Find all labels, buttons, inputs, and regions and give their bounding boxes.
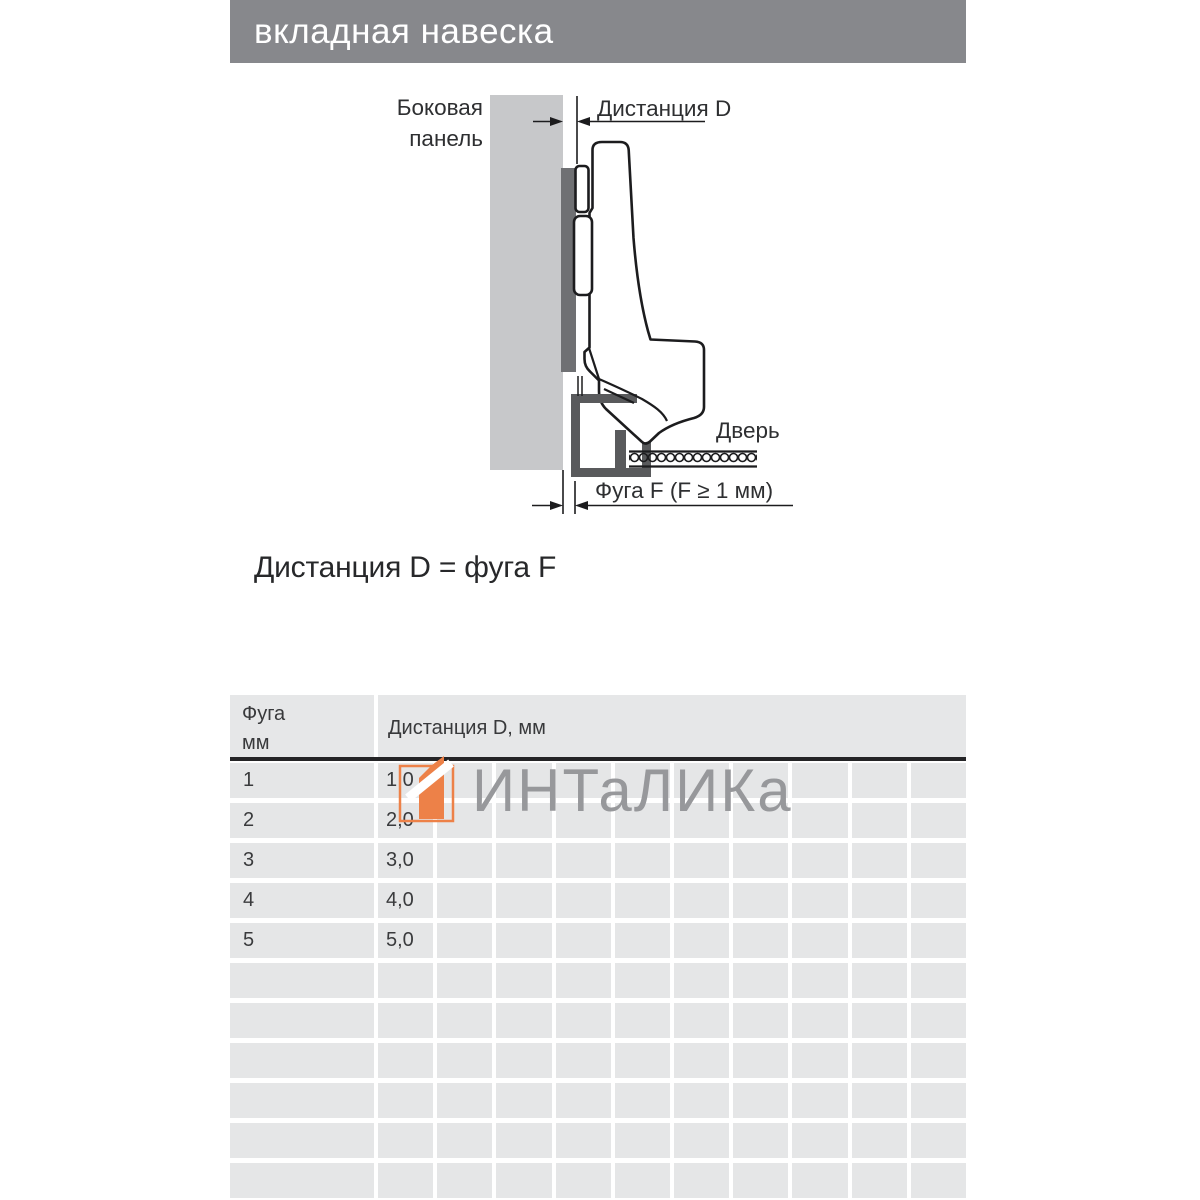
caption: Дистанция D = фуга F bbox=[254, 551, 557, 584]
table-cell bbox=[674, 1163, 733, 1198]
table-cell bbox=[852, 1003, 911, 1038]
table-cell bbox=[556, 1163, 615, 1198]
table-cell bbox=[852, 763, 911, 798]
table-cell bbox=[674, 1123, 733, 1158]
table-body bbox=[230, 763, 966, 1198]
hinge-diagram bbox=[350, 80, 990, 540]
table-row bbox=[230, 1043, 966, 1078]
table-cell-distance: 5,0 bbox=[378, 923, 437, 958]
table-cell bbox=[852, 923, 911, 958]
table-cell bbox=[792, 1163, 851, 1198]
table-cell-gap bbox=[230, 1003, 378, 1038]
table-cell bbox=[911, 803, 966, 838]
table-cell bbox=[556, 963, 615, 998]
table-cell bbox=[496, 843, 555, 878]
table-cell bbox=[792, 1083, 851, 1118]
table-cell bbox=[733, 883, 792, 918]
table-cell bbox=[911, 1123, 966, 1158]
table-cell bbox=[615, 843, 674, 878]
gap-header-line1: Фуга bbox=[242, 703, 286, 725]
watermark bbox=[396, 752, 793, 826]
table-cell-distance: 4,0 bbox=[378, 883, 437, 918]
table-cell bbox=[496, 1123, 555, 1158]
table-cell-gap: 2 bbox=[230, 803, 378, 838]
table-cell bbox=[496, 1163, 555, 1198]
table-cell bbox=[852, 843, 911, 878]
table-cell bbox=[615, 963, 674, 998]
table-cell bbox=[911, 843, 966, 878]
table-cell bbox=[674, 883, 733, 918]
table-cell bbox=[792, 923, 851, 958]
table-cell-distance bbox=[378, 963, 437, 998]
table-cell-gap: 4 bbox=[230, 883, 378, 918]
table-cell bbox=[437, 1083, 496, 1118]
table-cell bbox=[792, 1043, 851, 1078]
table-cell bbox=[556, 883, 615, 918]
table-cell-distance bbox=[378, 1043, 437, 1078]
table-cell bbox=[615, 1003, 674, 1038]
table-row bbox=[230, 963, 966, 998]
gap-label: Фуга F (F ≥ 1 мм) bbox=[595, 478, 774, 503]
table-cell-gap bbox=[230, 1043, 378, 1078]
table-cell bbox=[674, 1083, 733, 1118]
table-cell bbox=[556, 1043, 615, 1078]
table-cell-gap bbox=[230, 1163, 378, 1198]
table-cell bbox=[792, 763, 851, 798]
side-panel-label-line1: Боковая bbox=[396, 95, 483, 120]
table-cell bbox=[733, 923, 792, 958]
table-cell bbox=[437, 843, 496, 878]
distance-label: Дистанция D bbox=[597, 96, 732, 121]
table-cell bbox=[792, 803, 851, 838]
table-cell bbox=[852, 883, 911, 918]
table-row bbox=[230, 883, 966, 918]
table-cell bbox=[792, 1123, 851, 1158]
table-cell-distance bbox=[378, 1083, 437, 1118]
table-cell bbox=[674, 923, 733, 958]
table-cell bbox=[496, 963, 555, 998]
table-cell bbox=[674, 963, 733, 998]
table-cell-gap bbox=[230, 963, 378, 998]
table-cell bbox=[556, 1083, 615, 1118]
table-header-distance: Дистанция D, мм bbox=[378, 695, 966, 757]
table-cell bbox=[792, 963, 851, 998]
table-cell bbox=[556, 1003, 615, 1038]
table-cell bbox=[852, 1163, 911, 1198]
watermark-text: ИНТаЛИКа bbox=[472, 757, 793, 824]
table-cell-distance bbox=[378, 1003, 437, 1038]
table-cell bbox=[615, 883, 674, 918]
table-cell bbox=[733, 1123, 792, 1158]
table-cell bbox=[911, 1003, 966, 1038]
table-cell bbox=[496, 883, 555, 918]
table-cell bbox=[437, 963, 496, 998]
door-label: Дверь bbox=[716, 418, 780, 443]
table-cell-distance: 3,0 bbox=[378, 843, 437, 878]
table-cell bbox=[852, 803, 911, 838]
table-cell bbox=[437, 883, 496, 918]
table-cell bbox=[792, 883, 851, 918]
table-cell bbox=[852, 1083, 911, 1118]
side-panel-shape bbox=[490, 95, 563, 470]
table-row bbox=[230, 1083, 966, 1118]
table-row bbox=[230, 1123, 966, 1158]
table-cell bbox=[911, 763, 966, 798]
table-cell bbox=[615, 1123, 674, 1158]
table-row bbox=[230, 843, 966, 878]
table-cell bbox=[615, 1043, 674, 1078]
table-cell bbox=[733, 963, 792, 998]
table-cell bbox=[437, 1123, 496, 1158]
table-cell bbox=[674, 1043, 733, 1078]
table-cell bbox=[496, 1083, 555, 1118]
table-cell bbox=[615, 1083, 674, 1118]
intalica-logo-icon bbox=[396, 752, 460, 826]
table-cell bbox=[733, 1163, 792, 1198]
side-panel-label-line2: панель bbox=[409, 126, 483, 151]
table-cell bbox=[556, 843, 615, 878]
table-row bbox=[230, 923, 966, 958]
table-cell-gap bbox=[230, 1123, 378, 1158]
table-cell bbox=[911, 1083, 966, 1118]
table-cell bbox=[852, 963, 911, 998]
table-cell bbox=[733, 1083, 792, 1118]
table-cell-gap bbox=[230, 1083, 378, 1118]
table-cell bbox=[674, 843, 733, 878]
gap-header-line2: мм bbox=[242, 732, 270, 754]
table-cell bbox=[437, 923, 496, 958]
table-cell-distance bbox=[378, 1163, 437, 1198]
table-cell bbox=[556, 923, 615, 958]
table-cell bbox=[852, 1123, 911, 1158]
table-cell bbox=[852, 1043, 911, 1078]
table-cell bbox=[496, 1003, 555, 1038]
table-cell bbox=[733, 843, 792, 878]
table-cell bbox=[496, 923, 555, 958]
table-cell bbox=[437, 1043, 496, 1078]
table-cell bbox=[911, 1043, 966, 1078]
page-title: вкладная навеска bbox=[230, 0, 966, 63]
table-row bbox=[230, 1163, 966, 1198]
door-top-border bbox=[571, 394, 637, 403]
table-cell bbox=[911, 883, 966, 918]
table-header-gap bbox=[230, 695, 378, 757]
table-row bbox=[230, 1003, 966, 1038]
table-header-row bbox=[230, 695, 966, 757]
table-cell-gap: 3 bbox=[230, 843, 378, 878]
table-cell-distance bbox=[378, 1123, 437, 1158]
table-cell bbox=[615, 923, 674, 958]
table-cell-gap: 1 bbox=[230, 763, 378, 798]
table-cell bbox=[792, 843, 851, 878]
table-cell bbox=[437, 1003, 496, 1038]
table-cell bbox=[733, 1043, 792, 1078]
table-cell bbox=[496, 1043, 555, 1078]
table-cell-distance: 2,0 bbox=[378, 803, 437, 838]
table-cell bbox=[615, 1163, 674, 1198]
table-cell bbox=[911, 923, 966, 958]
table-cell-distance: 1,0 bbox=[378, 763, 437, 798]
table-cell bbox=[911, 1163, 966, 1198]
table-cell bbox=[733, 1003, 792, 1038]
table-cell bbox=[911, 963, 966, 998]
table-cell bbox=[437, 1163, 496, 1198]
door-panel-hatch bbox=[629, 451, 757, 467]
table-cell bbox=[674, 1003, 733, 1038]
table-cell bbox=[556, 1123, 615, 1158]
table-cell bbox=[792, 1003, 851, 1038]
table-cell-gap: 5 bbox=[230, 923, 378, 958]
